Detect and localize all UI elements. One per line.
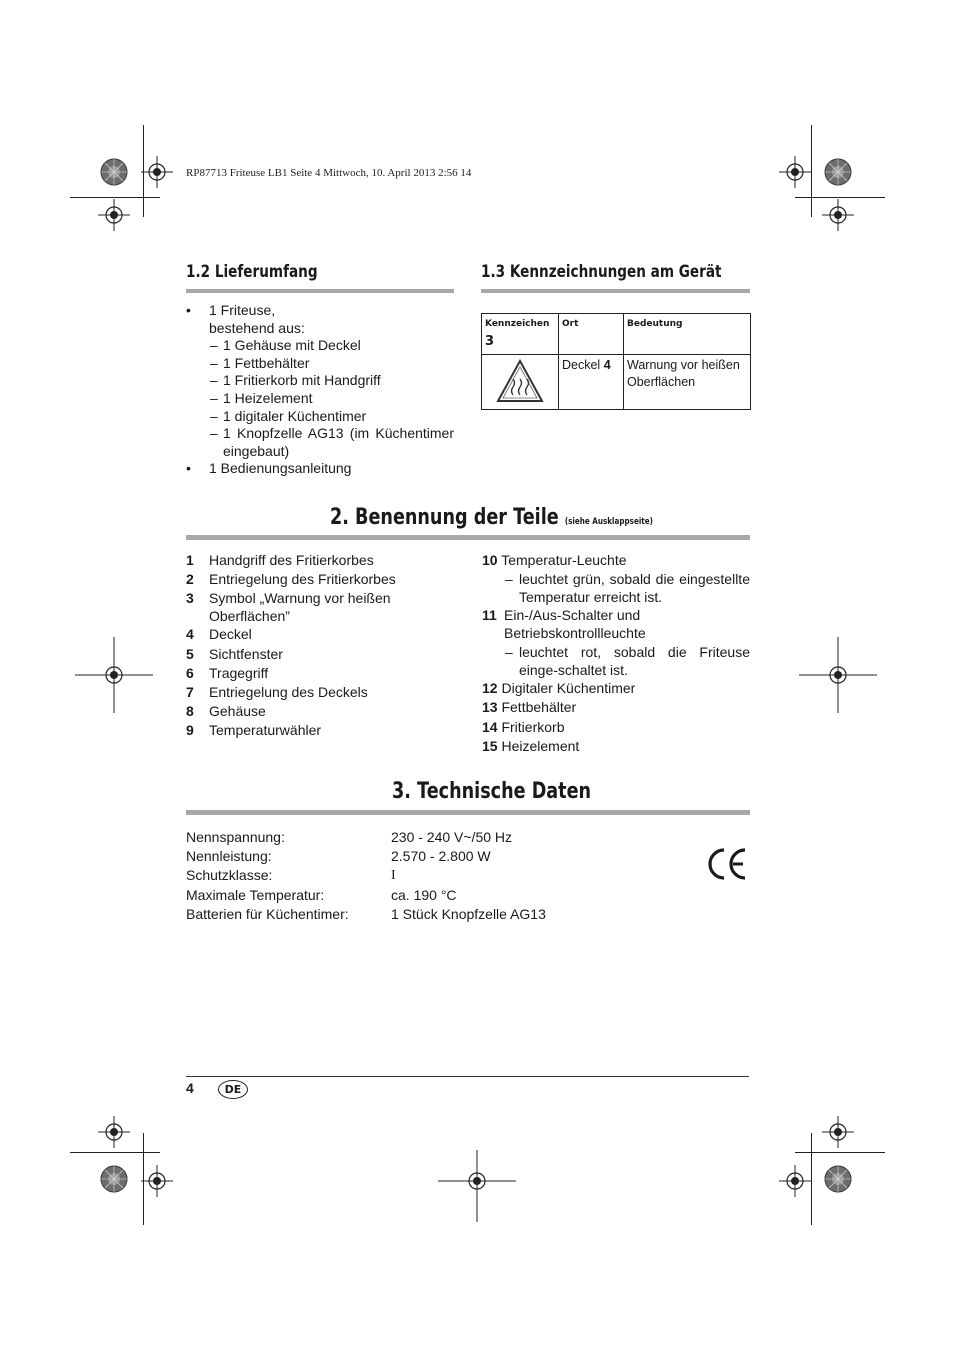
section-title-technische-daten: 3. Technische Daten xyxy=(392,779,592,804)
list-item: 15 Heizelement xyxy=(482,737,580,754)
ce-mark-icon xyxy=(706,847,748,881)
print-imprint: RP87713 Friteuse LB1 Seite 4 Mittwoch, 10. April 2013 2:56 14 xyxy=(186,167,472,179)
list-item: Maximale Temperatur: ca. 190 °C xyxy=(186,886,457,903)
list-item: Nennleistung: 2.570 - 2.800 W xyxy=(186,848,491,865)
list-item: 12 Digitaler Küchentimer xyxy=(482,680,636,697)
table-cell xyxy=(482,355,559,410)
sub-item: 1 Fettbehälter xyxy=(223,354,310,371)
bullet: • xyxy=(186,460,191,477)
delivery-list xyxy=(186,302,454,478)
symbol-table xyxy=(481,313,751,410)
sub-item: 1 Fritierkorb mit Handgriff xyxy=(223,372,381,389)
list-item: 11 Ein-/Aus-Schalter und Betriebskontrollleuchte xyxy=(482,607,646,642)
table-cell: Deckel 4 xyxy=(559,355,624,410)
tech-data-list xyxy=(186,828,546,924)
footer-rule xyxy=(186,1076,749,1077)
section-rule xyxy=(186,289,454,293)
list-item: 2 Entriegelung des Fritierkorbes xyxy=(186,571,396,588)
list-item: Batterien für Küchentimer: 1 Stück Knopfzelle AG13 xyxy=(186,905,546,922)
list-item: 9 Temperaturwähler xyxy=(186,722,322,739)
dash: – xyxy=(210,337,218,354)
parts-list-left xyxy=(186,551,426,741)
list-item: 1 Handgriff des Fritierkorbes xyxy=(186,552,374,568)
list-item: 7 Entriegelung des Deckels xyxy=(186,684,368,701)
dash: – xyxy=(210,354,218,371)
list-item-text: bestehend aus: xyxy=(209,319,305,336)
list-item-text: 1 Bedienungsanleitung xyxy=(209,460,352,477)
list-item: 4 Deckel xyxy=(186,626,252,643)
list-item: 14 Fritierkorb xyxy=(482,718,565,735)
sub-item: 1 Heizelement xyxy=(223,389,313,406)
sub-item: – leuchtet rot, sobald die Friteuse einge-schaltet ist. xyxy=(505,644,750,679)
dash: – xyxy=(210,389,218,406)
section-rule xyxy=(186,535,750,540)
bullet: • xyxy=(186,302,191,318)
table-cell: Warnung vor heißen Oberflächen xyxy=(624,355,751,410)
dash: – xyxy=(210,372,218,389)
section-rule xyxy=(186,810,750,815)
list-item: 10 Temperatur-Leuchte xyxy=(482,552,627,568)
section-rule xyxy=(481,289,750,293)
list-item: 6 Tragegriff xyxy=(186,664,269,681)
list-item: 13 Fettbehälter xyxy=(482,699,577,716)
table-header: Bedeutung xyxy=(624,314,751,355)
list-item xyxy=(186,302,454,460)
sub-item: – leuchtet grün, sobald die eingestellte Temperatur erreicht ist. xyxy=(505,571,750,606)
list-item: 5 Sichtfenster xyxy=(186,645,283,662)
section-title-lieferumfang: 1.2 Lieferumfang xyxy=(186,262,318,282)
list-item-text: 1 Friteuse, xyxy=(209,302,276,318)
dash: – xyxy=(210,425,218,442)
list-item: 3 Symbol „Warnung vor heißen Oberflächen” xyxy=(186,590,391,625)
table-header: Ort xyxy=(559,314,624,355)
title-note: (siehe Ausklappseite) xyxy=(564,517,653,527)
language-badge: DE xyxy=(218,1080,248,1099)
sub-item: 1 Knopfzelle AG13 (im Küchentimer eingebaut) xyxy=(223,425,454,459)
sub-item: 1 Gehäuse mit Deckel xyxy=(223,337,361,354)
list-item: Nennspannung: 230 - 240 V~/50 Hz xyxy=(186,829,513,845)
section-title-benennung: 2. Benennung der Teile (siehe Ausklappseite) xyxy=(330,505,653,530)
list-item xyxy=(186,460,454,478)
sub-item: 1 digitaler Küchentimer xyxy=(223,407,367,424)
table-header: Kennzeichen 3 xyxy=(482,314,559,355)
hot-surface-warning-icon xyxy=(495,358,545,404)
list-item: Schutzklasse: I xyxy=(186,867,396,884)
parts-list-right xyxy=(482,551,750,756)
section-title-kennzeichnungen: 1.3 Kennzeichnungen am Gerät xyxy=(481,262,722,282)
list-item: 8 Gehäuse xyxy=(186,703,266,720)
page-number: 4 xyxy=(186,1080,194,1096)
dash: – xyxy=(210,407,218,424)
